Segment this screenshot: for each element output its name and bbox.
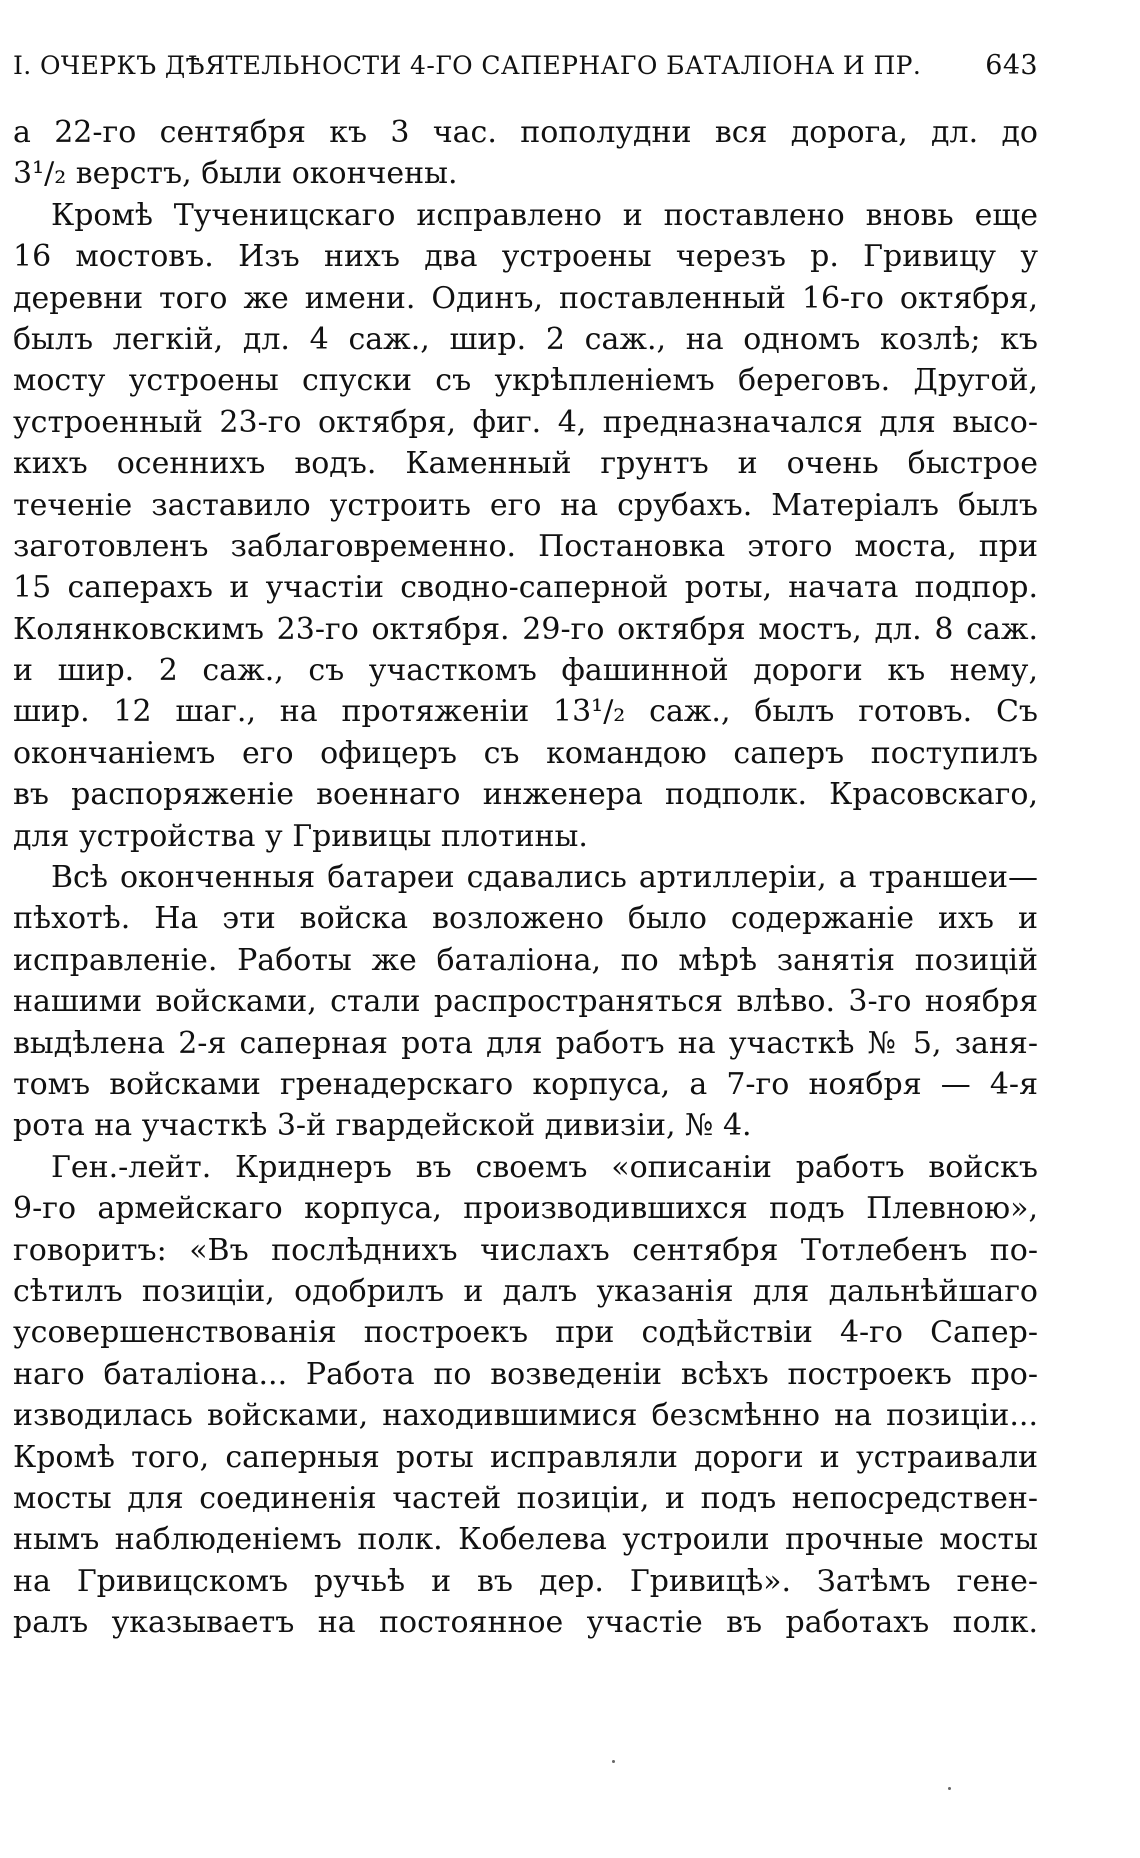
running-title: I. ОЧЕРКЪ ДѢЯТЕЛЬНОСТИ 4-ГО САПЕРНАГО БАТАЛІОНА И ПР.: [13, 51, 922, 80]
text-line: Всѣ оконченныя батареи сдавались артиллеріи, а траншеи—: [51, 860, 1038, 896]
text-line: а 22-го сентября къ 3 час. пополудни вся дорога, дл. до: [13, 115, 1038, 150]
text-line: деревни того же имени. Одинъ, поставленный 16-го октября,: [13, 280, 1038, 316]
text-line: Кромѣ Тученицскаго исправлено и поставлено вновь еще: [51, 197, 1038, 233]
text-line: выдѣлена 2-я саперная рота для работъ на участкѣ № 5, заня-: [13, 1025, 1038, 1061]
text-line: заготовленъ заблаговременно. Постановка этого моста, при: [13, 528, 1038, 564]
text-line: мосты для соединенія частей позиціи, и подъ непосредствен-: [13, 1480, 1038, 1516]
text-line: усовершенствованія построекъ при содѣйствіи 4-го Сапер-: [13, 1315, 1038, 1351]
text-line: кихъ осеннихъ водъ. Каменный грунтъ и очень быстрое: [13, 446, 1038, 482]
text-line: изводилась войсками, находившимися безсмѣнно на позиціи...: [13, 1398, 1038, 1434]
body-text: [13, 112, 1038, 1643]
text-line: шир. 12 шаг., на протяженіи 13¹/₂ саж., былъ готовъ. Съ: [13, 694, 1038, 730]
running-header: [13, 50, 1038, 90]
text-line: былъ легкій, дл. 4 саж., шир. 2 саж., на одномъ козлѣ; къ: [13, 321, 1038, 357]
text-line: теченіе заставило устроить его на срубахъ. Матеріалъ былъ: [13, 487, 1038, 523]
text-line: Ген.-лейт. Криднеръ въ своемъ «описаніи работъ войскъ: [51, 1149, 1038, 1185]
text-line: 9-го армейскаго корпуса, производившихся подъ Плевною»,: [13, 1191, 1038, 1227]
text-line: 15 саперахъ и участіи сводно-саперной роты, начата подпор.: [13, 570, 1038, 606]
text-line: Кромѣ того, саперныя роты исправляли дороги и устраивали: [13, 1439, 1038, 1475]
scan-speck: [948, 1787, 951, 1790]
text-line: нымъ наблюденіемъ полк. Кобелева устроили прочные мосты: [13, 1522, 1038, 1558]
text-line: 3¹/₂ верстъ, были окончены.: [13, 156, 458, 192]
text-line: рота на участкѣ 3-й гвардейской дивизіи, № 4.: [13, 1108, 752, 1144]
text-line: мосту устроены спуски съ укрѣпленіемъ береговъ. Другой,: [13, 363, 1038, 399]
text-line: ралъ указываетъ на постоянное участіе въ работахъ полк.: [13, 1605, 1038, 1641]
text-line: томъ войсками гренадерскаго корпуса, а 7-го ноября — 4-я: [13, 1066, 1038, 1102]
text-line: Колянковскимъ 23-го октября. 29-го октября мостъ, дл. 8 саж.: [13, 611, 1038, 647]
text-line: нашими войсками, стали распространяться влѣво. 3-го ноября: [13, 984, 1038, 1020]
text-line: исправленіе. Работы же баталіона, по мѣрѣ занятія позицій: [13, 942, 1038, 978]
text-line: устроенный 23-го октября, фиг. 4, предназначался для высо-: [13, 404, 1038, 440]
text-line: 16 мостовъ. Изъ нихъ два устроены черезъ р. Гривицу у: [13, 239, 1038, 275]
page-number: 643: [985, 50, 1038, 81]
scan-speck: [612, 1760, 615, 1763]
text-line: и шир. 2 саж., съ участкомъ фашинной дороги къ нему,: [13, 653, 1038, 689]
text-line: наго баталіона... Работа по возведеніи всѣхъ построекъ про-: [13, 1356, 1038, 1392]
text-line: окончаніемъ его офицеръ съ командою саперъ поступилъ: [13, 735, 1038, 771]
text-line: пѣхотѣ. На эти войска возложено было содержаніе ихъ и: [13, 901, 1038, 937]
text-line: сѣтилъ позиціи, одобрилъ и далъ указанія для дальнѣйшаго: [13, 1273, 1038, 1309]
text-line: въ распоряженіе военнаго инженера подполк. Красовскаго,: [13, 777, 1038, 813]
text-line: для устройства у Гривицы плотины.: [13, 818, 588, 854]
text-line: говоритъ: «Въ послѣднихъ числахъ сентября Тотлебенъ по-: [13, 1232, 1038, 1268]
text-line: на Гривицскомъ ручьѣ и въ дер. Гривицѣ». Затѣмъ гене-: [13, 1563, 1038, 1599]
